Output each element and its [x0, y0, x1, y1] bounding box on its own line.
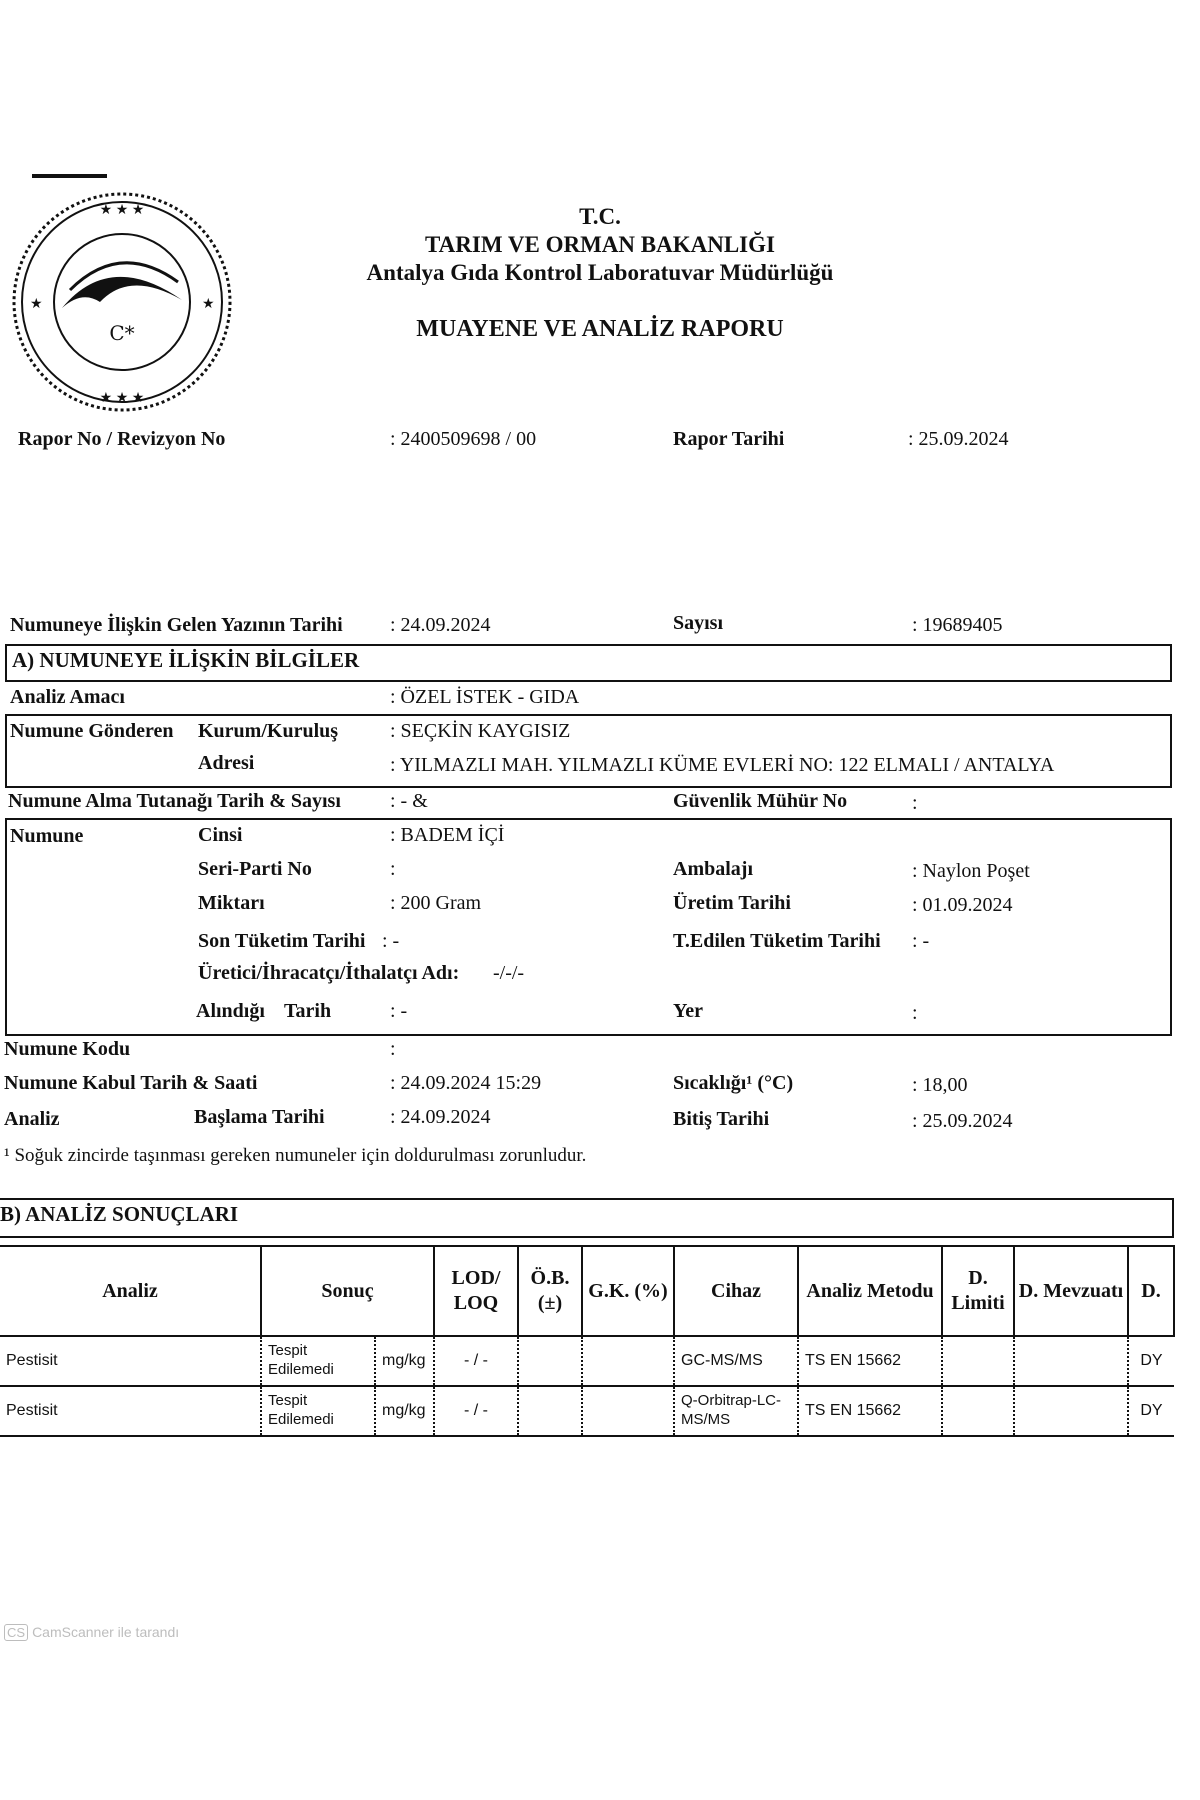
- row-method: TS EN 15662: [798, 1386, 942, 1436]
- temp-label: Sıcaklığı¹ (°C): [673, 1072, 794, 1094]
- institution-value: : SEÇKİN KAYGISIZ: [390, 720, 571, 742]
- taken-date-label: Tarih: [284, 1000, 332, 1022]
- ministry-emblem-icon: [10, 190, 235, 415]
- row-d: DY: [1128, 1336, 1174, 1386]
- row-unit: mg/kg: [375, 1336, 434, 1386]
- sample-label: Numune: [10, 825, 84, 847]
- sample-box: [5, 818, 1172, 1036]
- col-lod: LOD/ LOQ: [434, 1246, 518, 1336]
- amount-value: : 200 Gram: [390, 892, 482, 914]
- row-ob: [518, 1336, 582, 1386]
- col-ob: Ö.B. (±): [518, 1246, 582, 1336]
- row-gk: [582, 1336, 674, 1386]
- svg-text:★ ★ ★: ★ ★ ★: [99, 203, 145, 218]
- row-lod: - / -: [434, 1336, 518, 1386]
- col-result: Sonuç: [261, 1246, 434, 1336]
- footnote: ¹ Soğuk zincirde taşınması gereken numuneler için doldurulması zorunludur.: [4, 1145, 587, 1166]
- expiry-value: : -: [382, 930, 400, 952]
- svg-text:★ ★ ★: ★ ★ ★: [99, 391, 145, 406]
- request-date-label: Numuneye İlişkin Gelen Yazının Tarihi: [10, 614, 343, 636]
- accept-value: : 24.09.2024 15:29: [390, 1072, 542, 1094]
- col-limit: D. Limiti: [942, 1246, 1014, 1336]
- row-limit: [942, 1386, 1014, 1436]
- package-label: Ambalajı: [673, 858, 753, 880]
- amount-label: Miktarı: [198, 892, 265, 914]
- expiry-label: Son Tüketim Tarihi: [198, 930, 366, 952]
- institution-label: Kurum/Kuruluş: [198, 720, 339, 742]
- end-label: Bitiş Tarihi: [673, 1108, 770, 1130]
- type-value: : BADEM İÇİ: [390, 824, 505, 846]
- temp-value: : 18,00: [912, 1074, 968, 1096]
- seal-label: Güvenlik Mühür No: [673, 790, 848, 812]
- bestbefore-label: T.Edilen Tüketim Tarihi: [673, 930, 881, 952]
- svg-text:★: ★: [202, 297, 215, 312]
- camscanner-text: CamScanner ile tarandı: [32, 1624, 180, 1640]
- place-label: Yer: [673, 1000, 703, 1022]
- row-unit: mg/kg: [375, 1386, 434, 1436]
- results-table: [0, 1245, 1175, 1437]
- seal-value: :: [912, 792, 918, 814]
- package-value: : Naylon Poşet: [912, 860, 1030, 882]
- purpose-label: Analiz Amacı: [10, 686, 125, 708]
- col-gk: G.K. (%): [582, 1246, 674, 1336]
- producer-value: -/-/-: [493, 962, 525, 984]
- col-d: D.: [1128, 1246, 1174, 1336]
- request-date-value: : 24.09.2024: [390, 614, 491, 636]
- code-value: :: [390, 1038, 396, 1060]
- col-analysis: Analiz: [0, 1246, 261, 1336]
- row-limit: [942, 1336, 1014, 1386]
- row-device: Q-Orbitrap-LC-MS/MS: [674, 1386, 798, 1436]
- col-device: Cihaz: [674, 1246, 798, 1336]
- results-header-row: [0, 1246, 1174, 1336]
- col-method: Analiz Metodu: [798, 1246, 942, 1336]
- protocol-label: Numune Alma Tutanağı Tarih & Sayısı: [8, 790, 341, 812]
- header-ministry: TARIM VE ORMAN BAKANLIĞI: [425, 232, 775, 257]
- type-label: Cinsi: [198, 824, 243, 846]
- producer-label: Üretici/İhracatçı/İthalatçı Adı:: [198, 962, 460, 984]
- report-date-value: : 25.09.2024: [908, 428, 1009, 450]
- camscanner-icon: CS: [4, 1624, 28, 1641]
- row-method: TS EN 15662: [798, 1336, 942, 1386]
- taken-label: Alındığı: [196, 1000, 265, 1022]
- row-gk: [582, 1386, 674, 1436]
- svg-text:★: ★: [30, 297, 43, 312]
- row-regulation: [1014, 1336, 1128, 1386]
- sender-label: Numune Gönderen: [10, 720, 174, 742]
- address-value: : YILMAZLI MAH. YILMAZLI KÜME EVLERİ NO: 122 ELMALI / ANTALYA: [390, 754, 1055, 776]
- lot-label: Seri-Parti No: [198, 858, 312, 880]
- section-b-title: B) ANALİZ SONUÇLARI: [0, 1202, 239, 1226]
- svg-text:C*: C*: [109, 321, 135, 345]
- report-title: MUAYENE VE ANALİZ RAPORU: [416, 316, 784, 342]
- place-value: :: [912, 1002, 918, 1024]
- row-result: Tespit Edilemedi: [261, 1386, 375, 1436]
- scan-mark: [32, 174, 107, 178]
- report-no-value: : 2400509698 / 00: [390, 428, 537, 450]
- start-value: : 24.09.2024: [390, 1106, 491, 1128]
- bestbefore-value: : -: [912, 930, 930, 952]
- request-count-label: Sayısı: [673, 612, 724, 634]
- taken-date-value: : -: [390, 1000, 408, 1022]
- production-label: Üretim Tarihi: [673, 892, 791, 914]
- accept-label: Numune Kabul Tarih & Saati: [4, 1072, 258, 1094]
- camscanner-watermark: [4, 1624, 179, 1641]
- lot-value: :: [390, 858, 396, 880]
- row-device: GC-MS/MS: [674, 1336, 798, 1386]
- row-lod: - / -: [434, 1386, 518, 1436]
- row-ob: [518, 1386, 582, 1436]
- col-regulation: D. Mevzuatı: [1014, 1246, 1128, 1336]
- section-a-title: A) NUMUNEYE İLİŞKİN BİLGİLER: [12, 648, 360, 672]
- row-result: Tespit Edilemedi: [261, 1336, 375, 1386]
- row-analysis: Pestisit: [0, 1386, 261, 1436]
- table-row: [0, 1336, 1174, 1386]
- table-row: [0, 1386, 1174, 1436]
- row-regulation: [1014, 1386, 1128, 1436]
- request-count-value: : 19689405: [912, 614, 1003, 636]
- report-no-label: Rapor No / Revizyon No: [18, 428, 226, 450]
- report-date-label: Rapor Tarihi: [673, 428, 785, 450]
- header-tc: T.C.: [579, 204, 621, 229]
- start-label: Başlama Tarihi: [194, 1106, 325, 1128]
- row-d: DY: [1128, 1386, 1174, 1436]
- header-lab: Antalya Gıda Kontrol Laboratuvar Müdürlüğü: [366, 260, 834, 285]
- code-label: Numune Kodu: [4, 1038, 131, 1060]
- purpose-value: : ÖZEL İSTEK - GIDA: [390, 686, 580, 708]
- analysis-label: Analiz: [4, 1108, 60, 1130]
- address-label: Adresi: [198, 752, 255, 774]
- end-value: : 25.09.2024: [912, 1110, 1013, 1132]
- row-analysis: Pestisit: [0, 1336, 261, 1386]
- protocol-value: : - &: [390, 790, 428, 812]
- production-value: : 01.09.2024: [912, 894, 1013, 916]
